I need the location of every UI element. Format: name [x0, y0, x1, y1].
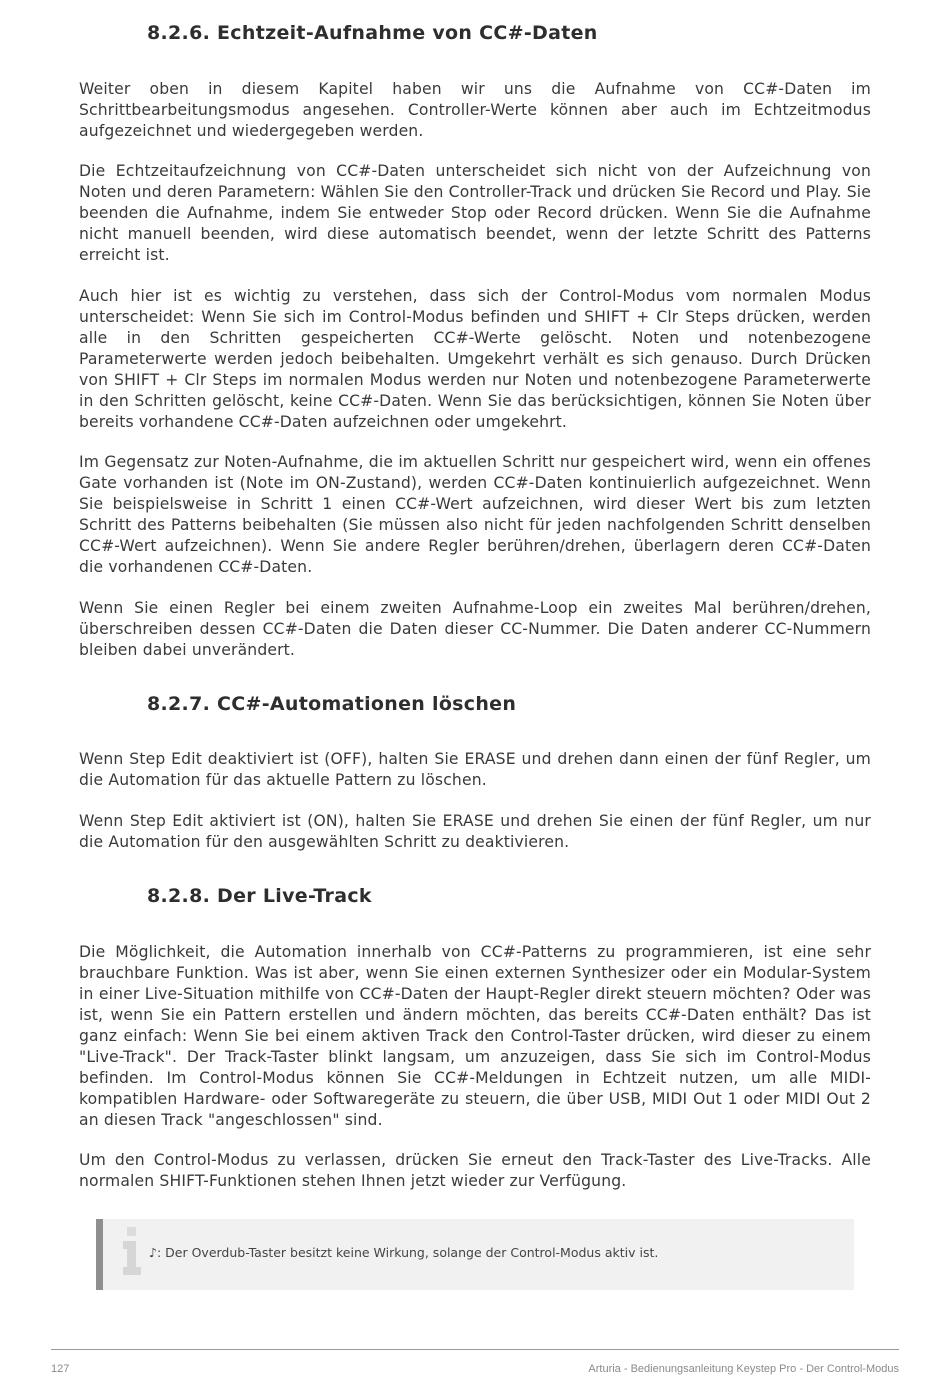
paragraph: Auch hier ist es wichtig zu verstehen, dass sich der Control-Modus vom normalen Modus unterscheidet: Wenn Sie sich im Control-Modus befinden und SHIFT + Clr Steps drücken, werden alle in den Schritten gespeicherten CC#-Werte gelöscht. Noten und notenbezogene Parameterwerte werden jedoch beibehalten. Umgekehrt verhält es sich genauso. Durch Drücken von SHIFT + Clr Steps im normalen Modus werden nur Noten und notenbezogene Parameterwerte in den Schritten gelöscht, keine CC#-Daten. Wenn Sie das berücksichtigen, können Sie Noten über bereits vorhandene CC#-Daten aufzeichnen oder umgekehrt.: [79, 287, 871, 431]
paragraph: Die Möglichkeit, die Automation innerhalb von CC#-Patterns zu programmieren, ist eine sehr brauchbare Funktion. Was ist aber, wenn Sie einen externen Synthesizer oder ein Modular-System in einer Live-Situation mithilfe von CC#-Daten der Haupt-Regler direkt steuern möchten? Oder was ist, wenn Sie ein Pattern erstellen und ändern möchten, das bereits CC#-Daten enthält? Das ist ganz einfach: Wenn Sie bei einem aktiven Track den Control-Taster drücken, wird dieser zu einem "Live-Track". Der Track-Taster blinkt langsam, um anzuzeigen, dass Sie sich im Control-Modus befinden. Im Control-Modus können Sie CC#-Meldungen in Echtzeit nutzen, um alle MIDI-kompatiblen Hardware- oder Softwaregeräte zu steuern, die über USB, MIDI Out 1 oder MIDI Out 2 an diesen Track "angeschlossen" sind.: [79, 943, 871, 1129]
footer-title: Arturia - Bedienungsanleitung Keystep Pro - Der Control-Modus: [588, 1363, 899, 1375]
paragraph: Um den Control-Modus zu verlassen, drücken Sie erneut den Track-Taster des Live-Tracks. Alle normalen SHIFT-Funktionen stehen Ihnen jetzt wieder zur Verfügung.: [79, 1151, 871, 1190]
footer-divider: [51, 1349, 899, 1350]
paragraph: Die Echtzeitaufzeichnung von CC#-Daten unterscheidet sich nicht von der Aufzeichnung von Noten und deren Parametern: Wählen Sie den Controller-Track und drücken Sie Record und Play. Sie beenden die Aufnahme, indem Sie entweder Stop oder Record drücken. Wenn Sie die Aufnahme nicht manuell beenden, wird diese automatisch beendet, wenn der letzte Schritt des Patterns erreicht ist.: [79, 162, 871, 264]
info-note: [96, 1219, 854, 1290]
section-heading-8-2-8: 8.2.8. Der Live-Track: [147, 885, 372, 907]
paragraph: Wenn Step Edit deaktiviert ist (OFF), halten Sie ERASE und drehen dann einen der fünf Regler, um die Automation für das aktuelle Pattern zu löschen.: [79, 750, 871, 789]
paragraph: Weiter oben in diesem Kapitel haben wir uns die Aufnahme von CC#-Daten im Schrittbearbeitungsmodus angesehen. Controller-Werte können aber auch im Echtzeitmodus aufgezeichnet und wiedergegeben werden.: [79, 80, 871, 140]
note-text: ♪: Der Overdub-Taster besitzt keine Wirkung, solange der Control-Modus aktiv ist.: [149, 1245, 659, 1260]
section-heading-8-2-7: 8.2.7. CC#-Automationen löschen: [147, 693, 517, 715]
paragraph: Wenn Step Edit aktiviert ist (ON), halten Sie ERASE und drehen Sie einen der fünf Regler, um nur die Automation für den ausgewählten Schritt zu deaktivieren.: [79, 812, 871, 851]
paragraph: Im Gegensatz zur Noten-Aufnahme, die im aktuellen Schritt nur gespeichert wird, wenn ein offenes Gate vorhanden ist (Note im ON-Zustand), werden CC#-Daten kontinuierlich aufgezeichnet. Wenn Sie beispielsweise in Schritt 1 einen CC#-Wert aufzeichnen, wird dieser Wert bis zum letzten Schritt des Patterns beibehalten (Sie müssen also nicht für jeden nachfolgenden Schritt denselben CC#-Wert aufzeichnen). Wenn Sie andere Regler berühren/drehen, überlagern deren CC#-Daten die vorhandenen CC#-Daten.: [79, 453, 871, 576]
paragraph: Wenn Sie einen Regler bei einem zweiten Aufnahme-Loop ein zweites Mal berühren/drehen, überschreiben dessen CC#-Daten die Daten dieser CC-Nummer. Die Daten anderer CC-Nummern bleiben dabei unverändert.: [79, 599, 871, 659]
section-heading-8-2-6: 8.2.6. Echtzeit-Aufnahme von CC#-Daten: [147, 22, 598, 44]
info-icon: [121, 1227, 145, 1275]
page-number: 127: [51, 1363, 70, 1375]
